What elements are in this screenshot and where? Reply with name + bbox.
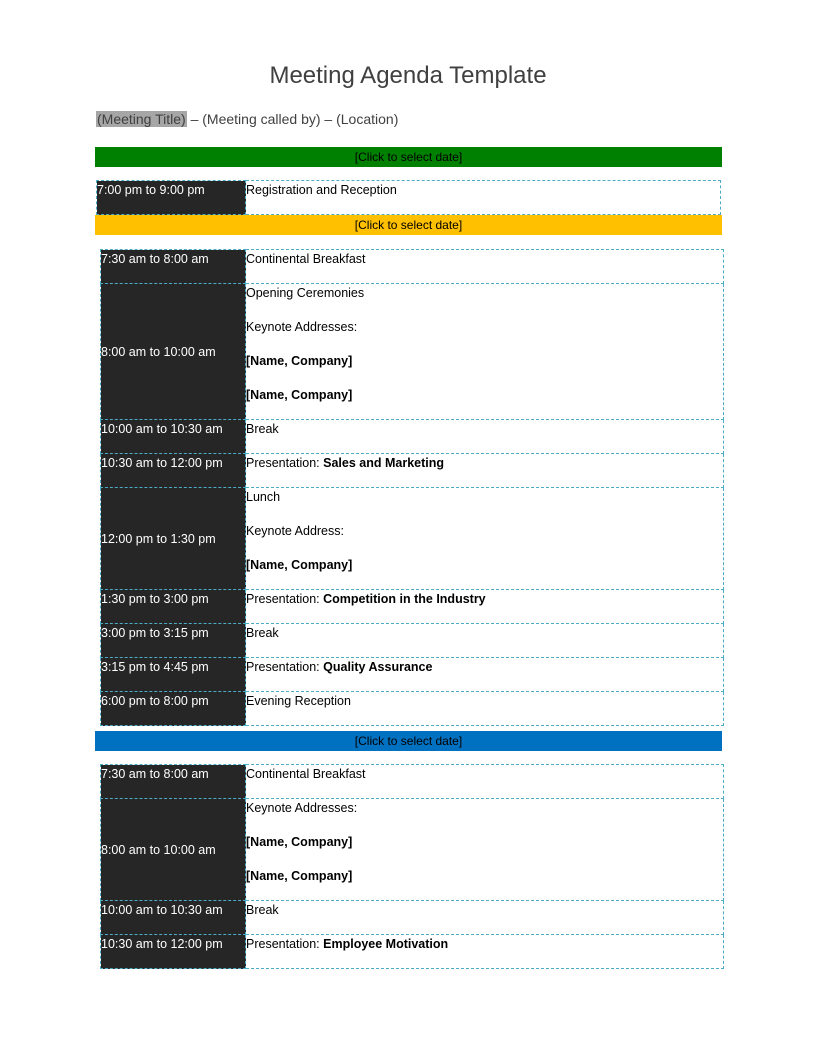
agenda-text: Presentation: <box>246 937 324 951</box>
agenda-line <box>246 318 723 352</box>
agenda-line <box>246 692 723 725</box>
agenda-row <box>101 901 724 935</box>
agenda-bold-text: [Name, Company] <box>246 388 353 402</box>
agenda-time[interactable]: 10:00 am to 10:30 am <box>101 420 246 454</box>
date-picker-day-3[interactable]: [Click to select date] <box>95 731 722 751</box>
agenda-text: Registration and Reception <box>246 183 397 197</box>
agenda-description[interactable] <box>246 765 724 799</box>
agenda-bold-text: [Name, Company] <box>246 869 353 883</box>
agenda-description[interactable] <box>246 799 724 901</box>
agenda-row <box>101 658 724 692</box>
agenda-description[interactable] <box>246 454 724 488</box>
document-title: Meeting Agenda Template <box>269 62 547 89</box>
agenda-time[interactable]: 6:00 pm to 8:00 pm <box>101 692 246 726</box>
agenda-description[interactable] <box>246 590 724 624</box>
agenda-line <box>246 658 723 691</box>
agenda-row <box>101 765 724 799</box>
agenda-text: Evening Reception <box>246 694 351 708</box>
agenda-text: Opening Ceremonies <box>246 286 365 300</box>
agenda-table-day-2 <box>100 249 724 726</box>
agenda-bold-text: [Name, Company] <box>246 354 353 368</box>
agenda-time[interactable]: 12:00 pm to 1:30 pm <box>101 488 246 590</box>
agenda-time[interactable]: 3:15 pm to 4:45 pm <box>101 658 246 692</box>
agenda-row <box>101 935 724 969</box>
agenda-line <box>246 590 723 623</box>
agenda-line <box>246 352 723 386</box>
agenda-table-day-1 <box>96 180 721 215</box>
agenda-line <box>246 420 723 453</box>
agenda-time[interactable]: 7:30 am to 8:00 am <box>101 250 246 284</box>
agenda-description[interactable] <box>246 488 724 590</box>
agenda-description[interactable] <box>246 624 724 658</box>
agenda-description[interactable] <box>246 420 724 454</box>
agenda-row <box>101 284 724 420</box>
agenda-line <box>246 250 723 283</box>
agenda-row <box>101 624 724 658</box>
agenda-row <box>101 250 724 284</box>
agenda-description[interactable] <box>246 250 724 284</box>
agenda-table-day-3 <box>100 764 724 969</box>
agenda-text: Keynote Address: <box>246 524 344 538</box>
agenda-time[interactable]: 10:00 am to 10:30 am <box>101 901 246 935</box>
meeting-info <box>96 111 398 127</box>
agenda-row <box>101 799 724 901</box>
agenda-description[interactable] <box>246 658 724 692</box>
agenda-line <box>246 901 723 934</box>
agenda-row <box>101 590 724 624</box>
agenda-text: Break <box>246 422 279 436</box>
agenda-text: Break <box>246 626 279 640</box>
agenda-time[interactable]: 7:30 am to 8:00 am <box>101 765 246 799</box>
date-picker-day-2[interactable]: [Click to select date] <box>95 215 722 235</box>
agenda-bold-text: Competition in the Industry <box>323 592 486 606</box>
agenda-text: Presentation: <box>246 592 324 606</box>
agenda-line <box>246 522 723 556</box>
agenda-line <box>246 624 723 657</box>
agenda-time[interactable]: 10:30 am to 12:00 pm <box>101 454 246 488</box>
agenda-bold-text: Quality Assurance <box>323 660 433 674</box>
agenda-text: Keynote Addresses: <box>246 320 358 334</box>
agenda-bold-text: [Name, Company] <box>246 558 353 572</box>
agenda-text: Lunch <box>246 490 281 504</box>
agenda-line <box>246 454 723 487</box>
agenda-row <box>101 420 724 454</box>
date-picker-day-1[interactable]: [Click to select date] <box>95 147 722 167</box>
agenda-time[interactable]: 7:00 pm to 9:00 pm <box>97 181 246 215</box>
agenda-row <box>101 454 724 488</box>
agenda-line <box>246 488 723 522</box>
agenda-line <box>246 867 723 900</box>
agenda-description[interactable] <box>246 181 721 215</box>
agenda-row <box>101 692 724 726</box>
agenda-description[interactable] <box>246 935 724 969</box>
agenda-description[interactable] <box>246 284 724 420</box>
agenda-row <box>101 488 724 590</box>
agenda-text: Continental Breakfast <box>246 252 366 266</box>
agenda-line <box>246 833 723 867</box>
agenda-text: Continental Breakfast <box>246 767 366 781</box>
meeting-info-rest: – (Meeting called by) – (Location) <box>186 111 399 127</box>
agenda-description[interactable] <box>246 692 724 726</box>
agenda-line <box>246 284 723 318</box>
meeting-title-field[interactable]: (Meeting Title) <box>97 111 186 127</box>
agenda-line <box>246 181 720 214</box>
agenda-text: Presentation: <box>246 660 324 674</box>
agenda-line <box>246 765 723 798</box>
agenda-line <box>246 935 723 968</box>
agenda-text: Presentation: <box>246 456 324 470</box>
agenda-time[interactable]: 3:00 pm to 3:15 pm <box>101 624 246 658</box>
agenda-bold-text: Employee Motivation <box>323 937 449 951</box>
agenda-line <box>246 799 723 833</box>
agenda-time[interactable]: 1:30 pm to 3:00 pm <box>101 590 246 624</box>
agenda-time[interactable]: 8:00 am to 10:00 am <box>101 284 246 420</box>
agenda-time[interactable]: 8:00 am to 10:00 am <box>101 799 246 901</box>
agenda-line <box>246 386 723 419</box>
agenda-time[interactable]: 10:30 am to 12:00 pm <box>101 935 246 969</box>
agenda-text: Keynote Addresses: <box>246 801 358 815</box>
agenda-bold-text: Sales and Marketing <box>323 456 445 470</box>
agenda-text: Break <box>246 903 279 917</box>
agenda-line <box>246 556 723 589</box>
agenda-description[interactable] <box>246 901 724 935</box>
agenda-bold-text: [Name, Company] <box>246 835 353 849</box>
agenda-row <box>97 181 721 215</box>
